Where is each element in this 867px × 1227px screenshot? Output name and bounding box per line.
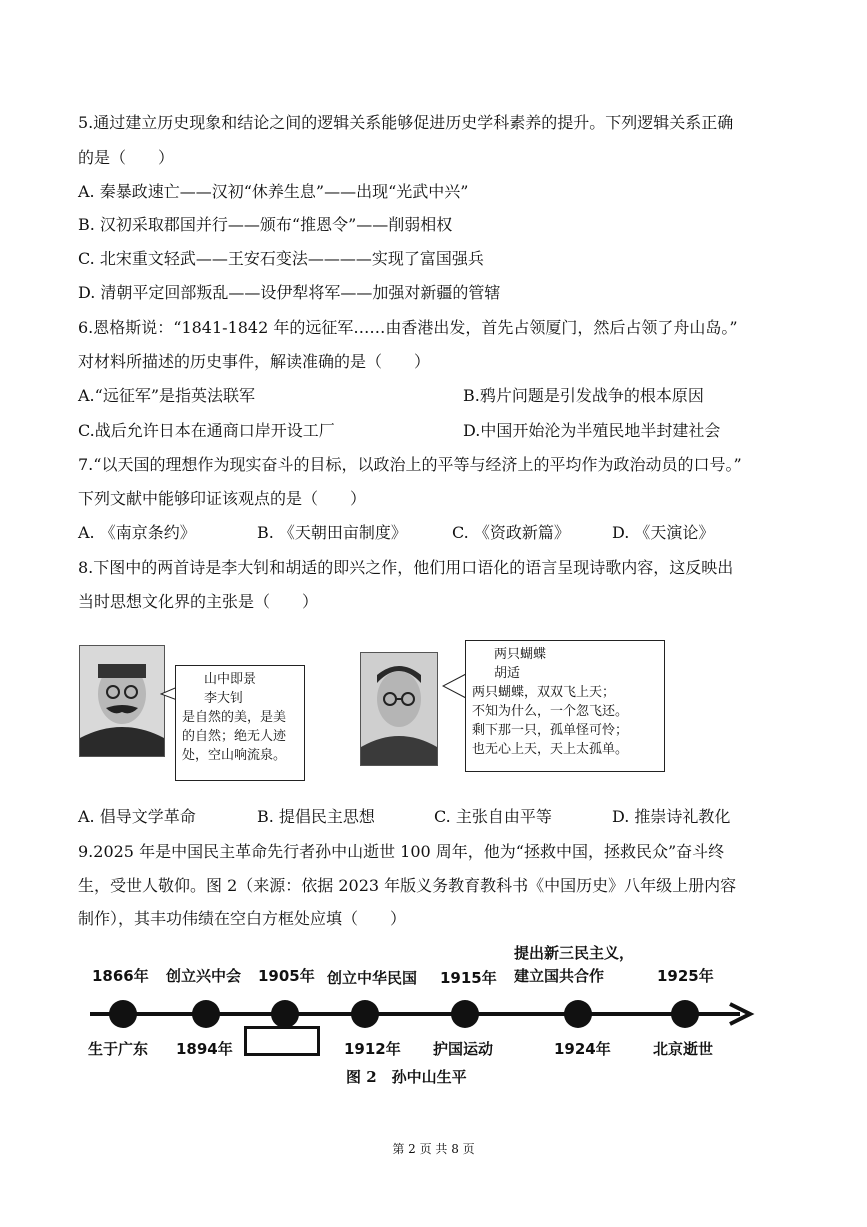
poem1-title: 山中即景 [204,672,257,687]
timeline-label-1912: 1912年 [344,1040,401,1058]
poem-bubble-li [175,665,305,781]
li-dazhao-portrait [79,645,165,757]
timeline-dot-1924 [564,1000,592,1028]
timeline-dot-1915 [451,1000,479,1028]
poem2-author: 胡适 [494,666,521,681]
timeline-label-died: 北京逝世 [653,1040,714,1058]
q9-stem-line3: 制作），其丰功伟绩在空白方框处应填（ ） [78,909,407,928]
timeline-label-1924: 1924年 [554,1040,611,1058]
q7-option-b: B. 《天朝田亩制度》 [257,523,407,542]
hu-bubble-pointer [442,672,466,700]
q9-stem-line2: 生，受世人敬仰。图 2（来源：依据 2023 年版义务教育教科书《中国历史》八年级上册内容 [78,876,737,895]
q7-stem-line2: 下列文献中能够印证该观点的是（ ） [78,489,367,508]
timeline-label-three-principles: 提出新三民主义， [514,944,635,962]
timeline-arrow [90,1000,755,1028]
q5-option-d: D. 清朝平定回部叛乱——设伊犁将军——加强对新疆的管辖 [78,283,501,302]
q7-option-d: D. 《天演论》 [612,523,715,542]
poem2-line1: 两只蝴蝶，双双飞上天； [472,685,616,700]
timeline-label-roc: 创立中华民国 [327,969,418,987]
timeline-label-1925: 1925年 [657,967,714,985]
q6-stem-line2: 对材料所描述的历史事件，解读准确的是（ ） [78,352,431,371]
page-footer: 第 2 页 共 8 页 [392,1142,475,1156]
timeline-label-1894: 1894年 [176,1040,233,1058]
q8-option-a: A. 倡导文学革命 [78,807,196,826]
q6-option-d: D.中国开始沦为半殖民地半封建社会 [463,421,721,440]
q8-option-b: B. 提倡民主思想 [257,807,375,826]
timeline-dot-1925 [671,1000,699,1028]
timeline-label-xingzhonghui: 创立兴中会 [166,967,242,985]
q5-option-b: B. 汉初采取郡国并行——颁布“推恩令”——削弱相权 [78,215,453,234]
q8-stem-line2: 当时思想文化界的主张是（ ） [78,592,319,611]
q6-option-a: A.“远征军”是指英法联军 [78,386,256,405]
hu-shi-portrait [360,652,438,766]
timeline-label-1905: 1905年 [258,967,315,985]
poem2-title: 两只蝴蝶 [494,647,547,662]
timeline-blank-box [244,1026,320,1056]
figure-2-caption: 图 2 孙中山生平 [346,1068,467,1086]
poem-bubble-hu [465,640,665,772]
timeline-label-kmt-cpc: 建立国共合作 [514,967,605,985]
q6-option-b: B.鸦片问题是引发战争的根本原因 [463,386,704,405]
q7-option-c: C. 《资政新篇》 [452,523,570,542]
poem2-line3: 剩下那一只，孤单怪可怜； [472,723,629,738]
q9-stem-line1: 9.2025 年是中国民主革命先行者孙中山逝世 100 周年，他为“拯救中国，拯救民众”奋斗终 [78,842,725,861]
q7-stem-line1: 7.“以天国的理想作为现实奋斗的目标，以政治上的平等与经济上的平均作为政治动员的口号。” [78,455,742,474]
poem2-line4: 也无心上天，天上太孤单。 [472,742,629,757]
timeline-dot-1866 [109,1000,137,1028]
q5-stem-line2: 的是（ ） [78,148,175,167]
timeline-dot-1894 [192,1000,220,1028]
timeline-label-1866: 1866年 [92,967,149,985]
poem2-line2: 不知为什么，一个忽飞还。 [472,704,629,719]
poem1-author: 李大钊 [204,691,244,706]
q6-stem-line1: 6.恩格斯说：“1841-1842 年的远征军……由香港出发，首先占领厦门，然后占领了舟山岛。” [78,318,738,337]
poem1-line1: 是自然的美，是美 [182,710,287,725]
q6-option-c: C.战后允许日本在通商口岸开设工厂 [78,421,335,440]
q8-option-c: C. 主张自由平等 [434,807,552,826]
q8-stem-line1: 8.下图中的两首诗是李大钊和胡适的即兴之作，他们用口语化的语言呈现诗歌内容，这反映出 [78,558,734,577]
q8-option-d: D. 推崇诗礼教化 [612,807,731,826]
timeline-label-1915: 1915年 [440,969,497,987]
timeline-label-born: 生于广东 [88,1040,149,1058]
q5-option-a: A. 秦暴政速亡——汉初“休养生息”——出现“光武中兴” [78,182,469,201]
q7-option-a: A. 《南京条约》 [78,523,196,542]
timeline-label-huguo: 护国运动 [433,1040,494,1058]
timeline-dot-1905 [271,1000,299,1028]
timeline-dot-1912 [351,1000,379,1028]
poem1-line2: 的自然；绝无人迹 [182,729,287,744]
q5-stem-line1: 5.通过建立历史现象和结论之间的逻辑关系能够促进历史学科素养的提升。下列逻辑关系正确 [78,113,734,132]
poem1-line3: 处，空山响流泉。 [182,748,287,763]
q5-option-c: C. 北宋重文轻武——王安石变法————实现了富国强兵 [78,249,484,268]
